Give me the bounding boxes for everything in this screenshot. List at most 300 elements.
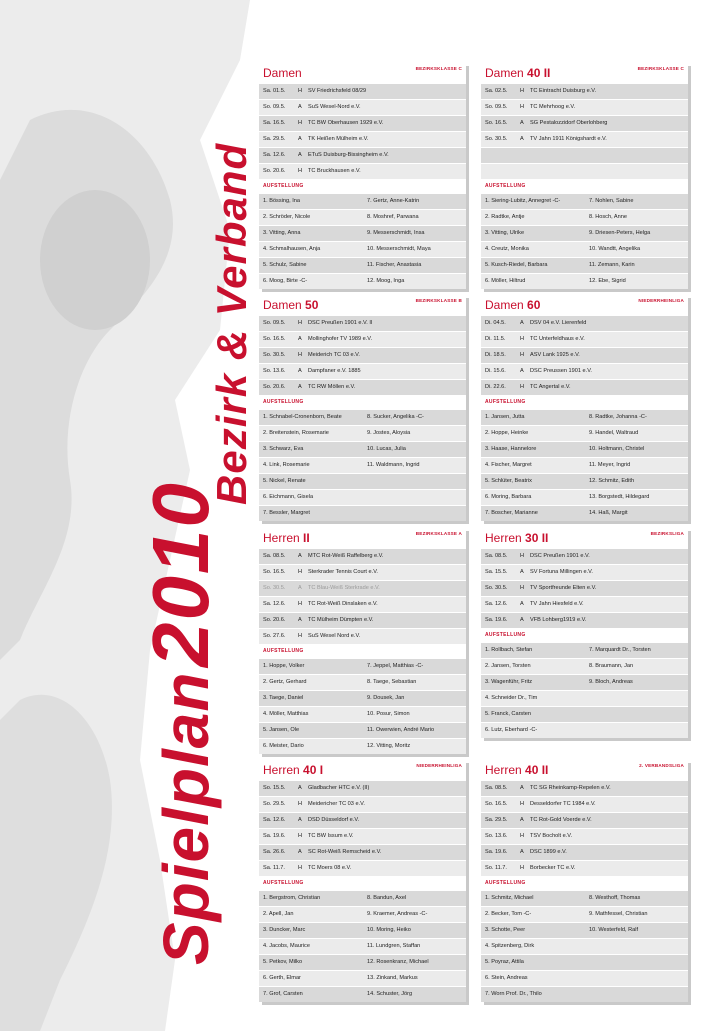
team-title-main: Herren (263, 763, 300, 777)
match-date: Sa. 12.6. (263, 152, 286, 158)
player-right: 12. Schmitz, Edith (589, 478, 635, 484)
match-home-away: H (298, 352, 303, 358)
team-title (263, 763, 323, 777)
league-label: BEZIRKSLIGA (650, 531, 684, 536)
player-left: 2. Radtke, Antje (485, 214, 525, 220)
player-row (481, 922, 688, 938)
match-opponent: Meiderich TC 03 e.V. (308, 352, 360, 358)
match-date: Di. 15.6. (485, 368, 506, 374)
player-row (259, 922, 466, 938)
match-date: So. 11.7. (485, 865, 507, 871)
team-title-main: Damen (263, 298, 302, 312)
match-row (481, 363, 688, 379)
card-header (259, 760, 466, 780)
match-row (259, 99, 466, 115)
team-title (263, 531, 310, 545)
player-left: 2. Gertz, Gerhard (263, 679, 307, 685)
match-row (481, 580, 688, 596)
team-title-suffix: 40 II (521, 763, 549, 777)
match-date: Di. 18.5. (485, 352, 506, 358)
match-home-away: H (298, 633, 303, 639)
league-label: BEZIRKSKLASSE B (415, 298, 462, 303)
match-opponent: ETuS Duisburg-Bissingheim e.V. (308, 152, 389, 158)
player-left: 6. Meister, Dario (263, 743, 304, 749)
lineup-heading: AUFSTELLUNG (259, 395, 466, 409)
match-date: Sa. 12.6. (263, 817, 286, 823)
match-opponent: Gladbacher HTC e.V. (II) (308, 785, 370, 791)
team-title-main: Damen (485, 298, 524, 312)
player-row (481, 954, 688, 970)
match-row (259, 131, 466, 147)
match-date: Sa. 29.5. (485, 817, 508, 823)
match-opponent: DSD Düsseldorf e.V. (308, 817, 360, 823)
match-row (259, 315, 466, 331)
match-date: So. 27.6. (263, 633, 286, 639)
match-date: So. 30.5. (485, 136, 508, 142)
player-left: 4. Jacobs, Maurice (263, 943, 310, 949)
player-row (481, 706, 688, 722)
match-row (259, 564, 466, 580)
match-opponent: Borbecker TC e.V. (530, 865, 576, 871)
player-row (481, 473, 688, 489)
match-home-away: H (298, 801, 303, 807)
team-title (485, 763, 548, 777)
team-card-damen40ii (481, 63, 688, 289)
match-home-away: A (520, 569, 524, 575)
match-home-away: A (298, 384, 302, 390)
match-home-away: H (298, 168, 303, 174)
match-date: Sa. 15.5. (485, 569, 508, 575)
side-subtitle: Bezirk & Verband (208, 142, 255, 505)
player-row (259, 409, 466, 425)
match-home-away: A (298, 849, 302, 855)
player-left: 5. Petkov, Milko (263, 959, 303, 965)
match-row (481, 844, 688, 860)
match-opponent: SG Pestalozzidorf Oberlohberg (530, 120, 608, 126)
match-date: So. 30.5. (263, 585, 286, 591)
match-row (481, 115, 688, 131)
team-title-main: Herren (485, 763, 522, 777)
team-title (263, 298, 318, 312)
match-home-away: A (520, 617, 524, 623)
match-home-away: H (298, 320, 303, 326)
card-header (481, 295, 688, 315)
player-left: 5. Kusch-Riedel, Barbara (485, 262, 548, 268)
match-home-away: A (298, 104, 302, 110)
player-row (259, 658, 466, 674)
match-home-away: A (298, 136, 302, 142)
player-left: 6. Moring, Barbara (485, 494, 532, 500)
player-left: 2. Jansen, Torsten (485, 663, 531, 669)
league-label: NIEDERRHEINLIGA (638, 298, 684, 303)
match-opponent: Sterkrader Tennis Court e.V. (308, 569, 378, 575)
match-home-away: A (520, 849, 524, 855)
match-opponent: TC RW Möllen e.V. (308, 384, 356, 390)
player-right (589, 707, 688, 722)
match-row (481, 860, 688, 876)
player-left: 3. Taege, Daniel (263, 695, 304, 701)
team-title-suffix: 60 (523, 298, 541, 312)
match-home-away: H (520, 801, 525, 807)
player-left: 7. Worn Prof. Dr., Thilo (485, 991, 542, 997)
match-date: So. 16.5. (485, 801, 508, 807)
player-left: 6. Möller, Hiltrud (485, 278, 526, 284)
player-right: 9. Mathfessel, Christian (589, 911, 648, 917)
player-right: 11. Meyer, Ingrid (589, 462, 631, 468)
match-row (259, 780, 466, 796)
player-left: 1. Jansen, Jutta (485, 414, 525, 420)
player-right: 10. Westerfeld, Ralf (589, 927, 639, 933)
match-date: Sa. 29.5. (263, 136, 286, 142)
match-opponent: TC Bruckhausen e.V. (308, 168, 361, 174)
player-row (481, 674, 688, 690)
player-right: 9. Kraemer, Andreas -C- (367, 911, 428, 917)
team-title-suffix: 40 II (523, 66, 551, 80)
player-left: 4. Link, Rosemarie (263, 462, 310, 468)
match-row (481, 780, 688, 796)
match-date: So. 30.5. (485, 585, 508, 591)
match-opponent: Mollinghofer TV 1989 e.V. (308, 336, 373, 342)
player-right: 14. Haß, Margit (589, 510, 628, 516)
team-title-main: Herren (485, 531, 522, 545)
player-row (259, 986, 466, 1002)
match-date: Sa. 26.6. (263, 849, 286, 855)
player-row (481, 642, 688, 658)
player-row (481, 457, 688, 473)
player-right: 13. Borgstedt, Hildegard (589, 494, 650, 500)
match-row (259, 612, 466, 628)
player-row (259, 738, 466, 754)
player-left: 4. Creutz, Monika (485, 246, 529, 252)
team-title (485, 66, 550, 80)
card-header (259, 295, 466, 315)
lineup-heading: AUFSTELLUNG (481, 628, 688, 642)
player-right: 8. Bandun, Axel (367, 895, 407, 901)
player-right: 9. Dousek, Jan (367, 695, 405, 701)
player-left: 1. Schmitz, Michael (485, 895, 534, 901)
player-right: 12. Moog, Inga (367, 278, 405, 284)
player-right: 13. Zinkand, Markus (367, 975, 418, 981)
league-label: BEZIRKSKLASSE A (415, 531, 462, 536)
player-left: 5. Schlüter, Beatrix (485, 478, 532, 484)
player-row (481, 986, 688, 1002)
player-right: 10. Messerschmidt, Maya (367, 246, 431, 252)
player-right (367, 490, 466, 505)
match-opponent: TC Rot-Weiß Dinslaken e.V. (308, 601, 378, 607)
match-date: So. 30.5. (263, 352, 286, 358)
match-opponent: TC Unterfeldhaus e.V. (530, 336, 585, 342)
match-home-away: A (520, 817, 524, 823)
match-row (481, 147, 688, 163)
player-row (259, 193, 466, 209)
player-right: 8. Moshref, Parwana (367, 214, 419, 220)
match-date: So. 09.5. (485, 104, 508, 110)
player-row (481, 505, 688, 521)
player-left: 4. Fischer, Margret (485, 462, 532, 468)
team-title-main: Damen (485, 66, 524, 80)
player-row (481, 273, 688, 289)
match-home-away: A (298, 152, 302, 158)
player-right: 7. Nohlen, Sabine (589, 198, 634, 204)
match-date: So. 16.5. (263, 569, 286, 575)
player-row (481, 489, 688, 505)
match-opponent: TV Jahn 1911 Königshardt e.V. (530, 136, 607, 142)
team-card-herren40ii (481, 760, 688, 1002)
player-row (481, 241, 688, 257)
player-left: 3. Vitting, Anna (263, 230, 301, 236)
player-row (259, 906, 466, 922)
team-card-damen (259, 63, 466, 289)
player-row (481, 409, 688, 425)
team-title (485, 531, 548, 545)
match-home-away: H (520, 88, 525, 94)
player-row (259, 954, 466, 970)
player-left: 1. Bössing, Ina (263, 198, 301, 204)
match-home-away: A (520, 120, 524, 126)
player-row (259, 690, 466, 706)
match-home-away: A (520, 785, 524, 791)
match-opponent: TC SG Rheinkamp-Repelen e.V. (530, 785, 611, 791)
player-left: 2. Schröder, Nicole (263, 214, 311, 220)
match-date: So. 20.6. (263, 384, 286, 390)
match-row (481, 347, 688, 363)
match-home-away: A (298, 553, 302, 559)
team-title-main: Damen (263, 66, 302, 80)
lineup-heading: AUFSTELLUNG (259, 179, 466, 193)
match-opponent: TC Mehrhoog e.V. (530, 104, 576, 110)
match-home-away: A (520, 136, 524, 142)
match-row (481, 596, 688, 612)
match-date: So. 13.6. (485, 833, 508, 839)
match-opponent: TC BW Oberhausen 1929 e.V. (308, 120, 384, 126)
player-right: 11. Lundgren, Staffan (367, 943, 421, 949)
player-row (481, 193, 688, 209)
player-row (481, 938, 688, 954)
match-home-away: H (298, 120, 303, 126)
league-label: BEZIRKSKLASSE C (415, 66, 462, 71)
match-date: Di. 04.5. (485, 320, 506, 326)
player-left: 6. Lutz, Eberhard -C- (485, 727, 538, 733)
player-right: 9. Jostes, Aloysia (367, 430, 411, 436)
match-home-away: A (298, 585, 302, 591)
match-row (259, 844, 466, 860)
match-opponent: TC Moers 08 e.V. (308, 865, 352, 871)
player-right: 11. Owerwien, André Mario (367, 727, 435, 733)
match-date: So. 13.6. (263, 368, 286, 374)
player-left: 3. Wagenführ, Fritz (485, 679, 533, 685)
match-row (481, 83, 688, 99)
match-date: Sa. 02.5. (485, 88, 508, 94)
match-date: Sa. 19.6. (263, 833, 286, 839)
player-left: 2. Hoppe, Heinke (485, 430, 529, 436)
player-left: 4. Möller, Matthias (263, 711, 309, 717)
player-row (259, 425, 466, 441)
match-home-away: H (520, 384, 525, 390)
match-opponent: Dampfaner e.V. 1885 (308, 368, 361, 374)
card-header (259, 528, 466, 548)
player-right: 10. Lucas, Julia (367, 446, 406, 452)
league-label: 2. VERBANDSLIGA (639, 763, 684, 768)
side-title (135, 481, 227, 965)
match-opponent: DSC Preußen 1901 e.V. II (308, 320, 373, 326)
player-right: 12. Ebe, Sigrid (589, 278, 626, 284)
side-title-main: Spielplan (150, 671, 222, 965)
match-home-away: H (520, 336, 525, 342)
match-row (481, 99, 688, 115)
player-row (259, 273, 466, 289)
match-home-away: H (520, 104, 525, 110)
match-opponent: Desseldorfer TC 1984 e.V. (530, 801, 596, 807)
player-right: 9. Handel, Waltraud (589, 430, 639, 436)
player-row (259, 257, 466, 273)
player-row (259, 706, 466, 722)
player-row (259, 674, 466, 690)
match-opponent: SuS Wesel Nord e.V. (308, 633, 361, 639)
match-row (259, 379, 466, 395)
player-right (589, 987, 688, 1002)
match-row (259, 580, 466, 596)
player-left: 5. Jansen, Ole (263, 727, 300, 733)
lineup-heading: AUFSTELLUNG (481, 395, 688, 409)
player-left: 5. Franck, Carsten (485, 711, 532, 717)
match-date: Sa. 16.5. (263, 120, 286, 126)
player-left: 1. Hoppe, Volker (263, 663, 305, 669)
player-left: 7. Boscher, Marianne (485, 510, 538, 516)
player-right: 9. Driesen-Peters, Helga (589, 230, 651, 236)
match-opponent: TC Rot-Gold Voerde e.V. (530, 817, 592, 823)
match-date: Sa. 08.5. (485, 785, 508, 791)
match-opponent: SV Friedrichsfeld 08/29 (308, 88, 367, 94)
match-row (259, 115, 466, 131)
match-date: Sa. 12.6. (485, 601, 508, 607)
match-row (481, 131, 688, 147)
lineup-heading: AUFSTELLUNG (481, 876, 688, 890)
match-opponent: Meidericher TC 03 e.V. (308, 801, 365, 807)
player-right: 12. Vitting, Moritz (367, 743, 411, 749)
match-row (481, 163, 688, 179)
team-title-suffix: 50 (301, 298, 319, 312)
match-row (259, 548, 466, 564)
player-right: 12. Rosenkranz, Michael (367, 959, 429, 965)
team-title (485, 298, 540, 312)
player-row (481, 722, 688, 738)
match-row (259, 331, 466, 347)
player-row (481, 425, 688, 441)
player-right: 7. Marquardt Dr., Torsten (589, 647, 651, 653)
team-title-suffix: 40 I (299, 763, 324, 777)
match-row (481, 548, 688, 564)
player-row (259, 505, 466, 521)
player-row (481, 906, 688, 922)
player-left: 3. Duncker, Marc (263, 927, 306, 933)
match-home-away: A (298, 336, 302, 342)
match-home-away: A (520, 368, 524, 374)
player-row (481, 658, 688, 674)
match-opponent: TC Blau-Weiß Sterkrade e.V. (308, 585, 380, 591)
player-row (259, 489, 466, 505)
match-home-away: H (298, 833, 303, 839)
player-right: 11. Fischer, Anastasia (367, 262, 422, 268)
match-row (481, 796, 688, 812)
player-left: 3. Schotte, Peer (485, 927, 526, 933)
match-date: So. 15.5. (263, 785, 286, 791)
player-right: 10. Posur, Simon (367, 711, 410, 717)
match-date: Di. 22.6. (485, 384, 506, 390)
player-right (589, 971, 688, 986)
match-home-away: H (520, 585, 525, 591)
match-home-away: H (298, 569, 303, 575)
match-opponent: DSV 04 e.V. Lierenfeld (530, 320, 587, 326)
match-opponent: TV Sportfreunde Elten e.V. (530, 585, 597, 591)
player-left: 2. Becker, Tom -C- (485, 911, 532, 917)
match-home-away: A (520, 320, 524, 326)
card-header (259, 63, 466, 83)
player-row (259, 890, 466, 906)
match-opponent: TV Jahn Hiesfeld e.V. (530, 601, 584, 607)
league-label: BEZIRKSKLASSE C (637, 66, 684, 71)
match-date: So. 16.5. (485, 120, 508, 126)
player-left: 4. Spitzenberg, Dirk (485, 943, 535, 949)
match-row (259, 596, 466, 612)
match-date: Sa. 19.6. (485, 617, 508, 623)
player-right: 8. Braumann, Jan (589, 663, 634, 669)
player-right: 14. Schuster, Jörg (367, 991, 413, 997)
team-title-suffix: 30 II (521, 531, 549, 545)
match-row (259, 860, 466, 876)
player-row (259, 473, 466, 489)
match-home-away: A (298, 785, 302, 791)
team-card-damen50 (259, 295, 466, 521)
player-right: 8. Westhoff, Thomas (589, 895, 641, 901)
match-row (259, 363, 466, 379)
match-home-away: H (520, 553, 525, 559)
match-row (259, 812, 466, 828)
player-left: 3. Haase, Hannelore (485, 446, 537, 452)
player-left: 5. Nickel, Renate (263, 478, 306, 484)
player-left: 3. Schwarz, Eva (263, 446, 304, 452)
player-right: 10. Moring, Heiko (367, 927, 411, 933)
player-left: 4. Schneider Dr., Tim (485, 695, 538, 701)
player-right: 7. Jeppel, Matthias -C- (367, 663, 424, 669)
player-left: 6. Eichmann, Gisela (263, 494, 314, 500)
player-right (589, 723, 688, 738)
match-home-away: A (520, 601, 524, 607)
match-row (259, 828, 466, 844)
match-date: Sa. 11.7. (263, 865, 285, 871)
match-date: Sa. 08.5. (485, 553, 508, 559)
match-row (259, 83, 466, 99)
player-left: 6. Gerth, Elmar (263, 975, 301, 981)
lineup-heading: AUFSTELLUNG (259, 876, 466, 890)
match-home-away: H (520, 833, 525, 839)
team-card-herrenii (259, 528, 466, 754)
player-left: 5. Poyraz, Attila (485, 959, 524, 965)
player-right: 10. Holtmann, Christel (589, 446, 645, 452)
match-date: So. 20.6. (263, 617, 286, 623)
match-date: So. 09.5. (263, 104, 286, 110)
player-row (481, 690, 688, 706)
league-label: NIEDERRHEINLIGA (416, 763, 462, 768)
player-left: 6. Stein, Andreas (485, 975, 528, 981)
player-row (259, 441, 466, 457)
match-date: So. 29.5. (263, 801, 286, 807)
player-right: 11. Waldmann, Ingrid (367, 462, 420, 468)
match-row (481, 315, 688, 331)
player-row (259, 938, 466, 954)
player-row (481, 257, 688, 273)
match-opponent: SC Rot-Weiß Remscheid e.V. (308, 849, 382, 855)
match-home-away: H (520, 865, 525, 871)
